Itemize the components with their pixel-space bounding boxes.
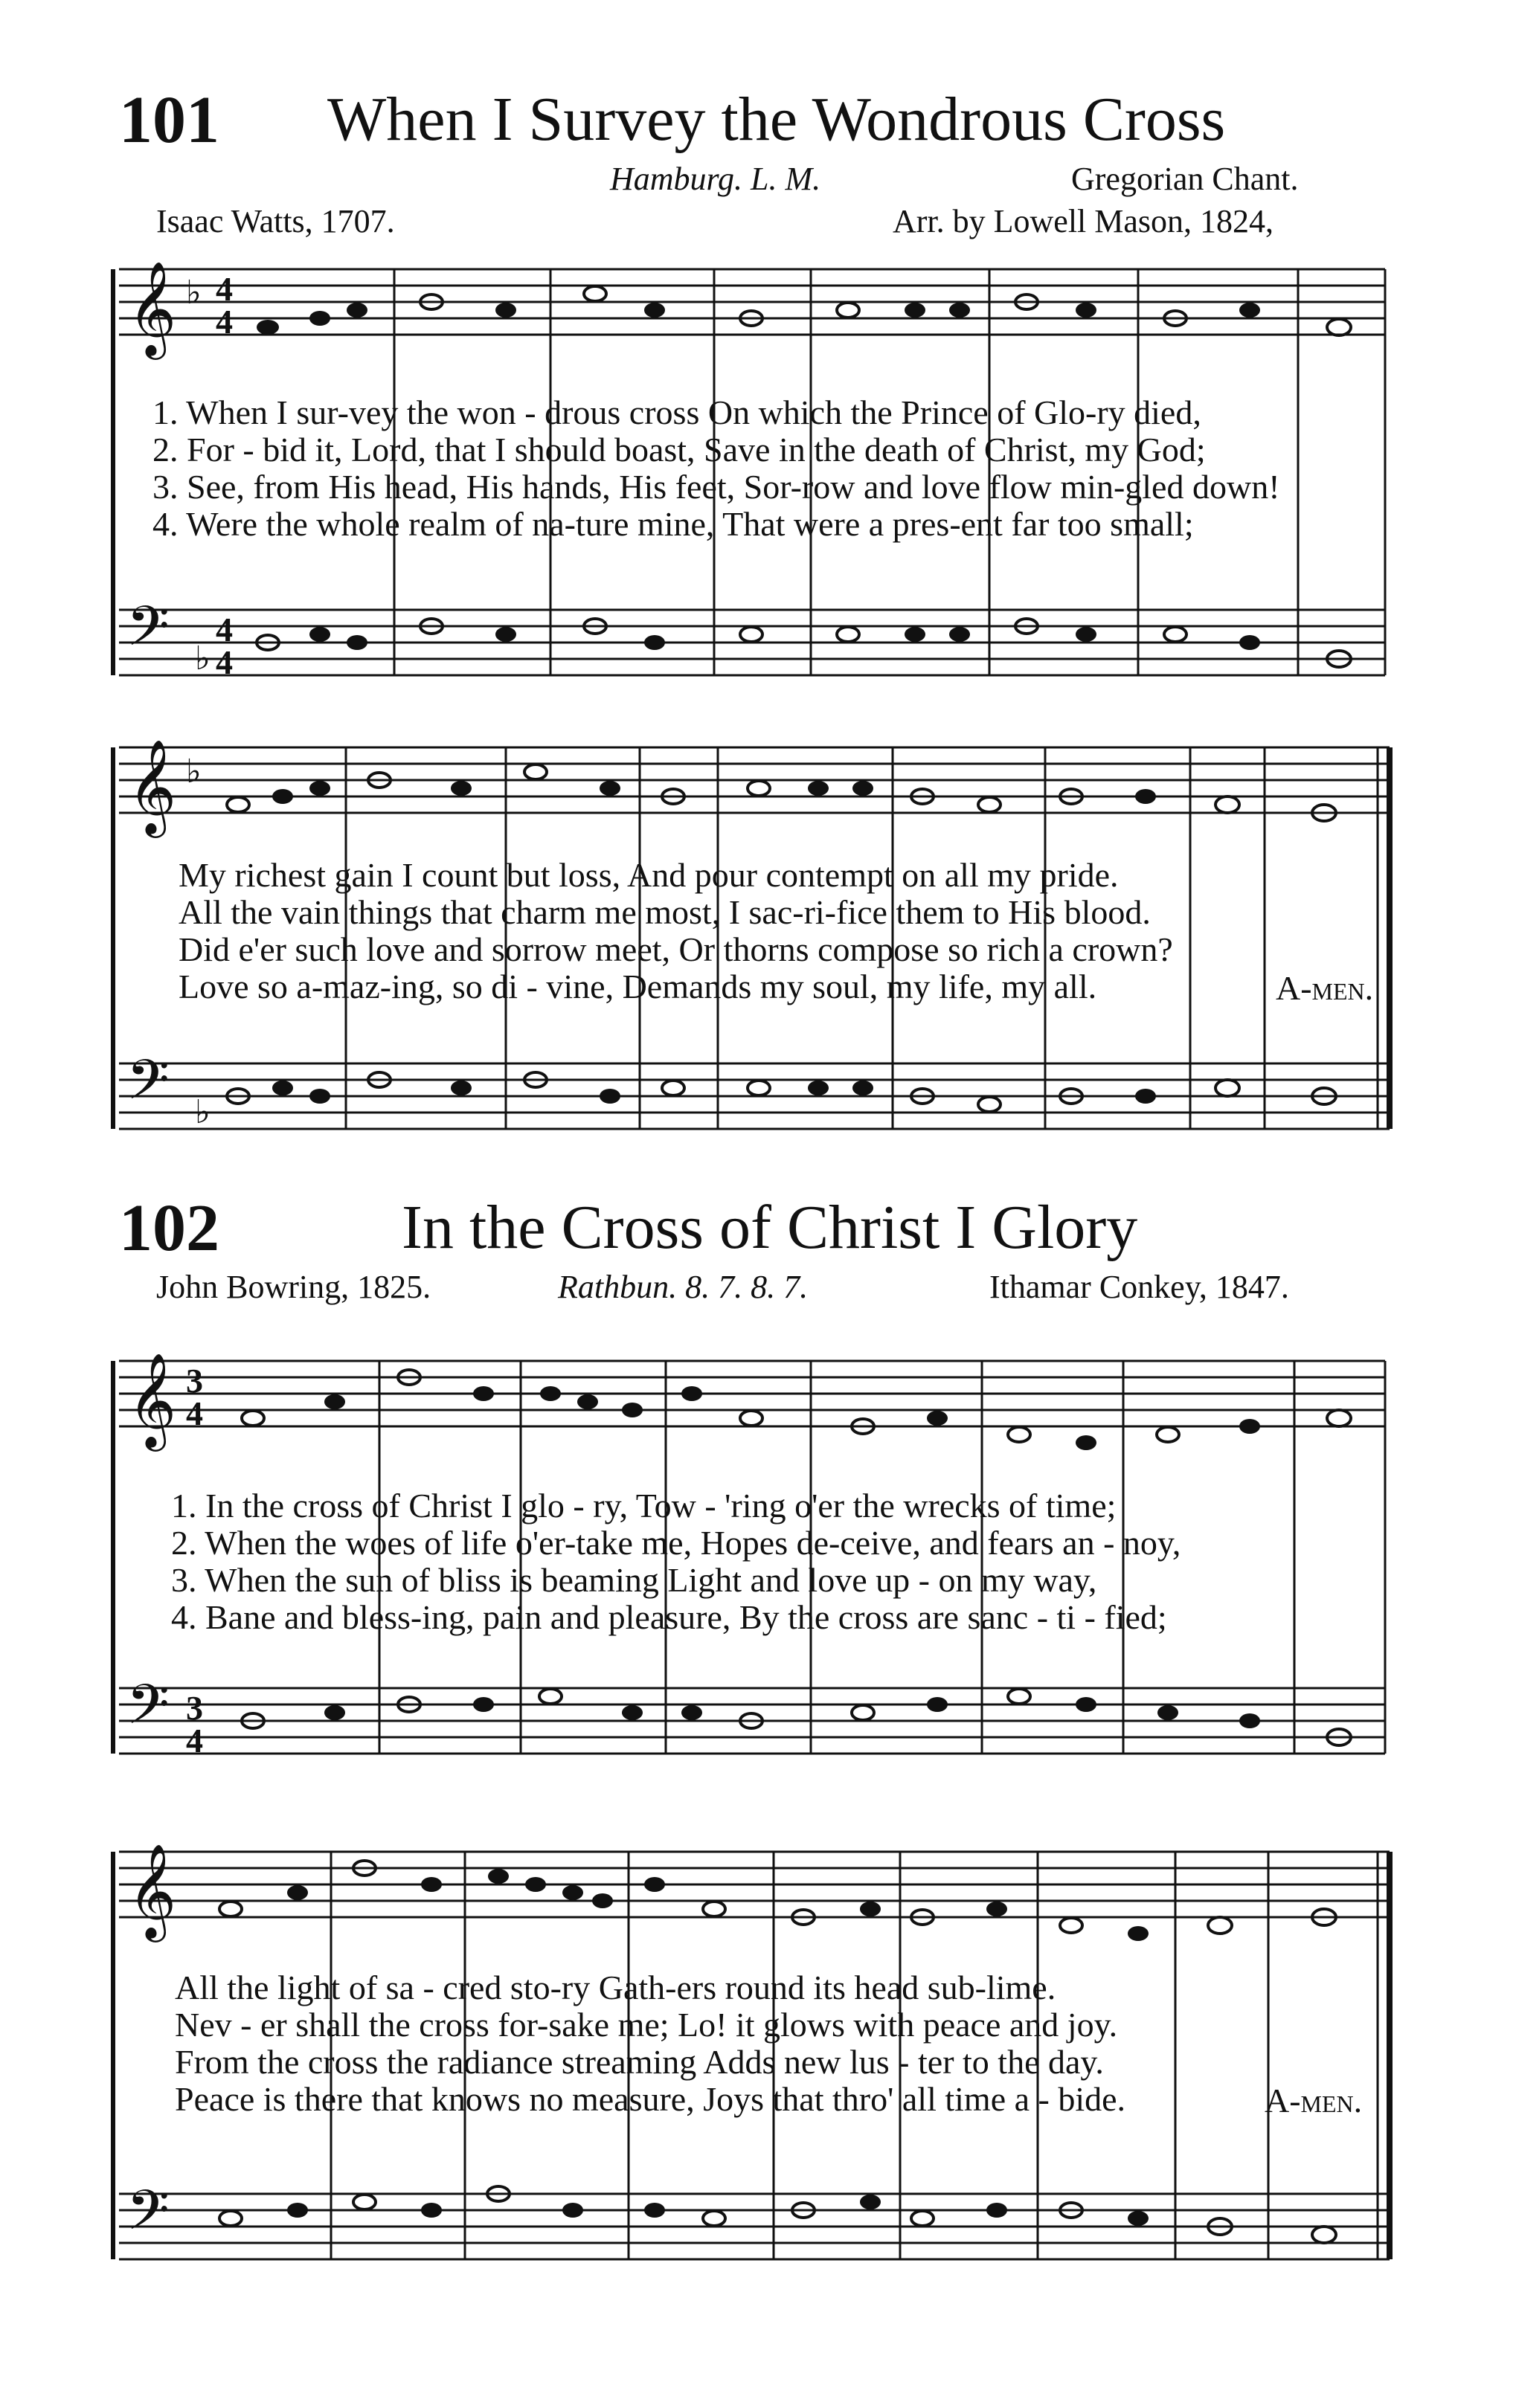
svg-text:𝄢: 𝄢 xyxy=(126,2178,170,2256)
svg-text:𝄢: 𝄢 xyxy=(126,1673,170,1751)
verse-line: 1. When I sur-vey the won - drous cross On which the Prince of Glo-ry died, xyxy=(152,393,1201,431)
hymn-102-system-2-lyrics xyxy=(175,1969,1125,2118)
hymn-102-system-1-lyrics xyxy=(171,1487,1181,1636)
verse-line: 2. When the woes of life o'er-take me, Hopes de-ceive, and fears an - noy, xyxy=(171,1524,1181,1562)
hymn-101-title: When I Survey the Wondrous Cross xyxy=(327,85,1226,154)
svg-text:4: 4 xyxy=(186,1394,203,1432)
hymn-102-author: John Bowring, 1825. xyxy=(156,1269,431,1305)
hymn-102-tune: Rathbun. 8. 7. 8. 7. xyxy=(558,1269,809,1305)
hymn-101-arranger: Arr. by Lowell Mason, 1824, xyxy=(893,203,1274,239)
verse-line: 3. When the sun of bliss is beaming Light and love up - on my way, xyxy=(171,1561,1097,1599)
svg-text:𝄢: 𝄢 xyxy=(126,594,170,672)
hymn-101-tune: Hamburg. L. M. xyxy=(610,161,821,197)
verse-line: 4. Were the whole realm of na-ture mine, That were a pres-ent far too small; xyxy=(152,505,1194,543)
svg-text:4: 4 xyxy=(216,270,233,308)
hymn-101-author: Isaac Watts, 1707. xyxy=(156,203,395,239)
hymn-102-composer: Ithamar Conkey, 1847. xyxy=(989,1269,1289,1305)
hymn-101-system-2-lyrics xyxy=(179,857,1173,1005)
hymn-101-system-1-lyrics xyxy=(152,394,1280,543)
svg-text:♭: ♭ xyxy=(195,1093,211,1131)
verse-line: 4. Bane and bless-ing, pain and pleasure, By the cross are sanc - ti - fied; xyxy=(171,1598,1167,1636)
svg-text:♭: ♭ xyxy=(186,753,202,791)
hymn-101-amen: A-men. xyxy=(1276,969,1374,1007)
verse-line: Love so a-maz-ing, so di - vine, Demands my soul, my life, my all. xyxy=(179,968,1097,1005)
svg-text:𝄢: 𝄢 xyxy=(126,1048,170,1126)
hymn-101-number: 101 xyxy=(119,83,219,157)
verse-line: 2. For - bid it, Lord, that I should boast, Save in the death of Christ, my God; xyxy=(152,431,1206,469)
svg-text:♭: ♭ xyxy=(195,640,211,677)
svg-text:3: 3 xyxy=(186,1689,203,1727)
verse-line: All the light of sa - cred sto-ry Gath-ers round its head sub-lime. xyxy=(175,1968,1056,2006)
hymn-102-amen: A-men. xyxy=(1265,2082,1363,2119)
verse-line: 1. In the cross of Christ I glo - ry, Tow - 'ring o'er the wrecks of time; xyxy=(171,1487,1117,1525)
svg-text:𝄞: 𝄞 xyxy=(128,1843,177,1938)
hymn-102-number: 102 xyxy=(119,1191,219,1265)
svg-text:3: 3 xyxy=(186,1362,203,1400)
svg-text:4: 4 xyxy=(216,303,233,341)
verse-line: All the vain things that charm me most, I sac-ri-fice them to His blood. xyxy=(179,893,1151,931)
hymn-102-title: In the Cross of Christ I Glory xyxy=(402,1193,1138,1262)
svg-text:𝄞: 𝄞 xyxy=(128,1352,177,1447)
verse-line: Nev - er shall the cross for-sake me; Lo! it glows with peace and joy. xyxy=(175,2006,1118,2044)
svg-text:4: 4 xyxy=(216,643,233,681)
svg-text:4: 4 xyxy=(186,1722,203,1760)
verse-line: 3. See, from His head, His hands, His feet, Sor-row and love flow min-gled down! xyxy=(152,468,1280,506)
svg-text:4: 4 xyxy=(216,611,233,648)
svg-text:𝄞: 𝄞 xyxy=(128,738,177,834)
verse-line: From the cross the radiance streaming Adds new lus - ter to the day. xyxy=(175,2043,1104,2081)
svg-text:♭: ♭ xyxy=(186,274,202,312)
verse-line: My richest gain I count but loss, And pour contempt on all my pride. xyxy=(179,856,1119,894)
svg-text:𝄞: 𝄞 xyxy=(128,260,177,355)
verse-line: Peace is there that knows no measure, Joys that thro' all time a - bide. xyxy=(175,2080,1126,2118)
hymn-101-composer: Gregorian Chant. xyxy=(1071,161,1299,197)
verse-line: Did e'er such love and sorrow meet, Or thorns compose so rich a crown? xyxy=(179,930,1173,968)
